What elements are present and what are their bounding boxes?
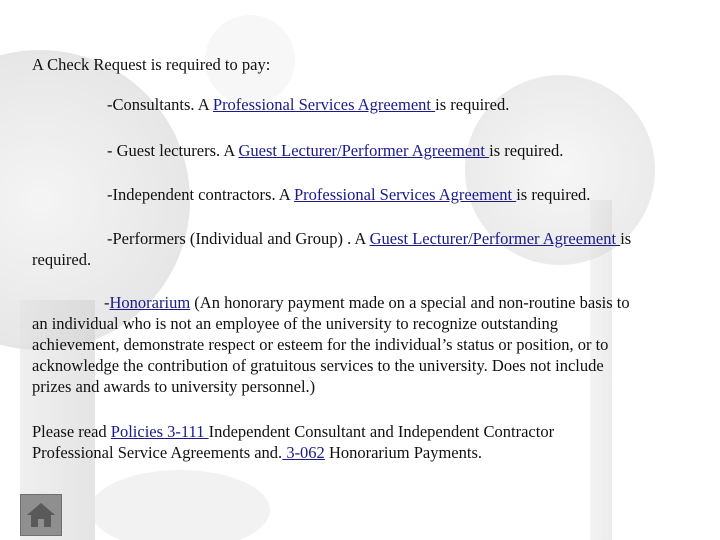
honorarium-first-line (104, 292, 630, 313)
honorarium-line: acknowledge the contribution of gratuitous services to the university. Does not include (32, 356, 604, 375)
item-text: - Guest lecturers. A (107, 141, 239, 160)
item-text: (An honorary payment made on a special and non-routine basis to (190, 293, 630, 312)
policy-3-111-link[interactable]: Policies 3-111 (110, 422, 209, 441)
item-text: - (104, 293, 110, 312)
honorarium-link[interactable]: Honorarium (109, 293, 191, 312)
policies-line-2 (32, 442, 482, 463)
item-text: is required. (489, 141, 564, 160)
home-icon (21, 495, 61, 535)
list-item-guest-lecturers (107, 140, 563, 161)
honorarium-line: an individual who is not an employee of the university to recognize outstanding (32, 314, 559, 333)
item-text: Honorarium Payments. (324, 443, 482, 462)
page-title: A Check Request is required to pay: (32, 55, 271, 74)
item-text: -Consultants. A (107, 95, 213, 114)
home-button[interactable] (20, 494, 62, 536)
item-text: is required. (516, 185, 591, 204)
honorarium-line: prizes and awards to university personnel.) (32, 377, 316, 396)
item-text: Professional Service Agreements and. (32, 443, 283, 462)
item-text: -Independent contractors. A (107, 185, 294, 204)
guest-lecturer-agreement-link[interactable]: Guest Lecturer/Performer Agreement (369, 229, 621, 248)
item-text: -Performers (Individual and Group) . A (107, 229, 370, 248)
guest-lecturer-agreement-link[interactable]: Guest Lecturer/Performer Agreement (238, 141, 490, 160)
list-item-performers-wrap: required. (32, 250, 92, 269)
item-text: Please read (32, 422, 111, 441)
professional-services-agreement-link[interactable]: Professional Services Agreement (212, 95, 436, 114)
item-text: Independent Consultant and Independent Contractor (208, 422, 555, 441)
list-item-independent-contractors (107, 184, 590, 205)
list-item-performers (107, 228, 631, 249)
item-text: is (620, 229, 632, 248)
policies-line-1 (32, 421, 554, 442)
honorarium-line: achievement, demonstrate respect or esteem for the individual’s status or position, or to (32, 335, 609, 354)
list-item-consultants (107, 94, 509, 115)
policy-3-062-link[interactable]: 3-062 (282, 443, 325, 462)
professional-services-agreement-link[interactable]: Professional Services Agreement (293, 185, 517, 204)
item-text: is required. (435, 95, 510, 114)
